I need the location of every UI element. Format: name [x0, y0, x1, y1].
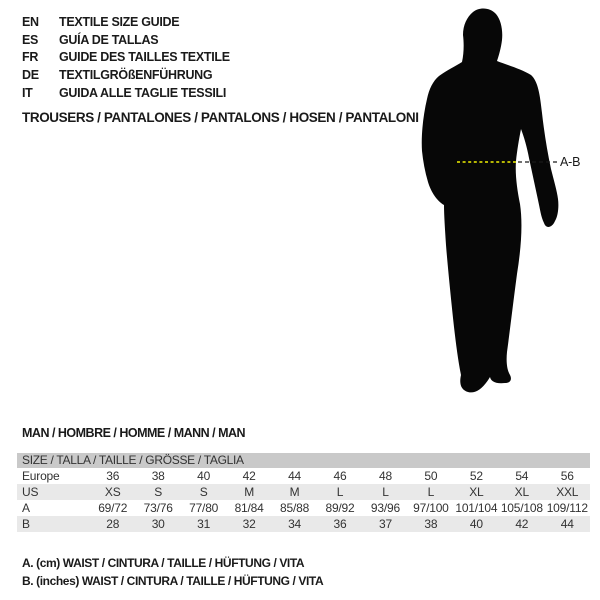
language-label: GUIDE DES TAILLES TEXTILE	[59, 50, 230, 65]
row-label: US	[22, 485, 39, 499]
language-list	[22, 13, 230, 101]
size-value-cell: 69/72	[98, 501, 128, 515]
size-value-cell: 109/112	[546, 501, 588, 515]
size-value-cell: 50	[424, 469, 438, 483]
language-code: ES	[22, 32, 39, 47]
language-row-en	[22, 13, 230, 31]
size-value-cell: 28	[106, 517, 120, 531]
size-value-cell: 36	[106, 469, 120, 483]
size-value-cell: 34	[288, 517, 302, 531]
waist-measure-label: A-B	[560, 155, 581, 169]
size-value-cell: 42	[242, 469, 256, 483]
size-table	[17, 468, 590, 532]
size-value-cell: 101/104	[455, 501, 498, 515]
size-value-cell: L	[336, 485, 344, 499]
size-value-cell: 38	[151, 469, 165, 483]
row-label: B	[22, 517, 30, 531]
table-row-a	[17, 500, 590, 516]
language-label: GUÍA DE TALLAS	[59, 32, 159, 47]
size-value-cell: S	[199, 485, 208, 499]
size-value-cell: S	[154, 485, 163, 499]
size-value-cell: 44	[288, 469, 302, 483]
size-value-cell: 40	[197, 469, 211, 483]
language-row-it	[22, 84, 230, 102]
language-label: TEXTILGRÖßENFÜHRUNG	[59, 67, 213, 82]
size-value-cell: 46	[333, 469, 347, 483]
language-code: EN	[22, 14, 39, 29]
size-value-cell: 32	[242, 517, 256, 531]
footnote-line: B. (inches) WAIST / CINTURA / TAILLE / HÜFTUNG / VITA	[22, 574, 324, 589]
size-value-cell: 42	[515, 517, 529, 531]
language-row-de	[22, 66, 230, 84]
size-value-cell: 85/88	[280, 501, 310, 515]
size-value-cell: 40	[469, 517, 483, 531]
language-code: DE	[22, 67, 39, 82]
language-row-fr	[22, 48, 230, 66]
size-value-cell: 89/92	[325, 501, 355, 515]
size-table-header: SIZE / TALLA / TAILLE / GRÖSSE / TAGLIA	[17, 453, 590, 468]
size-value-cell: 56	[560, 469, 574, 483]
size-value-cell: 48	[378, 469, 392, 483]
language-row-es	[22, 31, 230, 49]
size-value-cell: 37	[378, 517, 392, 531]
size-value-cell: L	[382, 485, 389, 499]
size-value-cell: 97/100	[413, 501, 449, 515]
gender-title: MAN / HOMBRE / HOMME / MANN / MAN	[22, 426, 246, 440]
language-label: GUIDA ALLE TAGLIE TESSILI	[59, 85, 227, 100]
language-label: TEXTILE SIZE GUIDE	[59, 14, 180, 29]
size-value-cell: XS	[104, 485, 121, 499]
size-value-cell: 52	[469, 469, 483, 483]
size-value-cell: XXL	[556, 485, 579, 499]
footnote-line: A. (cm) WAIST / CINTURA / TAILLE / HÜFTUNG / VITA	[22, 556, 305, 570]
language-code: IT	[22, 85, 33, 100]
size-value-cell: 81/84	[234, 501, 264, 515]
size-value-cell: 44	[560, 517, 574, 531]
size-value-cell: 36	[333, 517, 347, 531]
size-value-cell: M	[289, 485, 300, 499]
size-value-cell: 77/80	[189, 501, 219, 515]
size-value-cell: 93/96	[370, 501, 400, 515]
model-silhouette	[400, 0, 600, 420]
size-value-cell: M	[244, 485, 254, 499]
size-value-cell: 73/76	[143, 501, 173, 515]
category-title: TROUSERS / PANTALONES / PANTALONS / HOSEN / PANTALONI	[22, 110, 419, 125]
size-value-cell: L	[427, 485, 435, 499]
size-value-cell: XL	[469, 485, 484, 499]
size-value-cell: XL	[514, 485, 529, 499]
size-value-cell: 105/108	[500, 501, 543, 515]
table-row-europe	[17, 468, 590, 484]
row-label: A	[22, 501, 30, 515]
size-value-cell: 54	[515, 469, 529, 483]
row-label: Europe	[22, 469, 60, 483]
size-value-cell: 31	[197, 517, 211, 531]
size-value-cell: 38	[424, 517, 438, 531]
size-value-cell: 30	[151, 517, 165, 531]
man-silhouette-shape	[422, 8, 559, 392]
table-row-b	[17, 516, 590, 532]
table-row-us	[17, 484, 590, 500]
language-code: FR	[22, 50, 39, 65]
footnotes	[22, 554, 323, 590]
